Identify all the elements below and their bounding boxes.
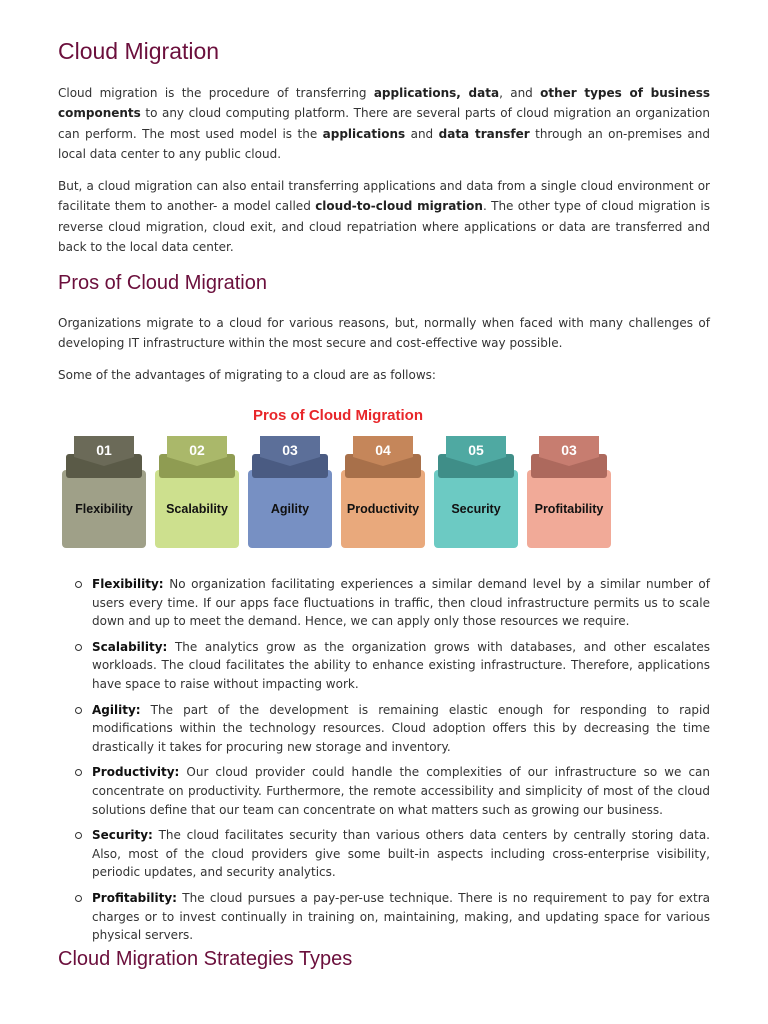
list-item-text: No organization facilitating experiences a similar demand level by a similar number of users every time. If our apps face fluctuations in traffic, then cloud infrastructure permits us to scale down and up to meet the demand. Hence, we can apply only those resources we require.	[92, 577, 710, 629]
circle-bullet-icon	[75, 832, 82, 839]
intro-paragraph-2	[58, 176, 710, 257]
list-item-text: The analytics grow as the organization grows with databases, and other escalates workloads. The cloud facilitates the ability to enhance existing infrastructure. Therefore, applications have space to raise without impacting work.	[92, 639, 710, 691]
text-run: to any cloud computing platform. There are several parts of cloud migration an organization can perform. The most used model is the	[58, 106, 710, 141]
infographic-card	[434, 436, 518, 548]
advantages-list	[58, 575, 710, 952]
card-number: 02	[189, 442, 205, 458]
text-run: through an on-premises and local data center to any public cloud.	[58, 126, 710, 161]
text-run: , and	[499, 86, 541, 100]
card-label: Scalability	[166, 502, 228, 516]
card-number: 03	[561, 442, 577, 458]
infographic-title: Pros of Cloud Migration	[253, 407, 423, 424]
infographic-card	[527, 436, 611, 548]
text-run: Cloud migration is the procedure of transferring	[58, 86, 374, 100]
list-item-term: Security:	[92, 828, 153, 843]
card-label: Security	[451, 502, 501, 516]
list-item-term: Agility:	[92, 702, 141, 717]
list-item	[58, 701, 710, 757]
circle-bullet-icon	[75, 895, 82, 902]
pros-infographic	[58, 402, 618, 552]
text-run: and	[405, 126, 439, 141]
infographic-card	[62, 436, 146, 548]
card-number: 03	[282, 442, 298, 458]
circle-bullet-icon	[75, 581, 82, 588]
list-item-term: Flexibility:	[92, 577, 164, 591]
list-item-text: The cloud pursues a pay-per-use technique. There is no requirement to pay for extra charges or to invest continually in training on, maintaining, making, and updating space for various physical servers.	[92, 890, 710, 943]
card-number: 01	[96, 442, 112, 458]
card-number: 05	[468, 442, 484, 458]
list-item-term: Scalability:	[92, 639, 168, 654]
list-item-term: Productivity:	[92, 765, 180, 780]
list-item-text: The cloud facilitates security than various others data centers by centrally storing data. Also, most of the cloud providers give some built-in aspects including cross-enterprise visibility, periodic updates, and security analytics.	[92, 828, 710, 880]
bold-run: applications, data	[373, 86, 500, 100]
pros-intro-paragraph: Organizations migrate to a cloud for various reasons, but, normally when faced with many challenges of developing IT infrastructure within the most secure and cost-effective way possible.	[58, 316, 710, 351]
circle-bullet-icon	[75, 769, 82, 776]
infographic-card	[248, 436, 332, 548]
card-label: Flexibility	[75, 502, 133, 516]
text-run: But, a cloud migration can also entail transferring applications and data from a single cloud environment or facilitate them to another- a model called	[58, 179, 710, 214]
page-title: Cloud Migration	[58, 38, 220, 64]
list-item-text: The part of the development is remaining elastic enough for responding to rapid modifications within the technology resources. Cloud adoption offers this by decreasing the time drastically it takes for procuring new storage and inventory.	[92, 702, 710, 754]
list-item	[58, 763, 710, 819]
list-item-text: Our cloud provider could handle the complexities of our infrastructure so we can concentrate on productivity. Furthermore, the remote accessibility and simplicity of most of the cloud solutions define that our team can concentrate on what matters such as growing our business.	[92, 765, 710, 817]
section-heading-pros: Pros of Cloud Migration	[58, 272, 267, 294]
infographic-card	[155, 436, 239, 548]
pros-lead-paragraph: Some of the advantages of migrating to a cloud are as follows:	[58, 368, 436, 382]
bold-run: applications	[322, 126, 406, 141]
infographic-card	[341, 436, 425, 548]
bold-run: data transfer	[438, 126, 530, 141]
text-run: . The other type of cloud migration is reverse cloud migration, cloud exit, and cloud repatriation where applications or data are transferred and back to the local data center.	[58, 199, 711, 254]
intro-paragraph-1	[58, 83, 710, 164]
section-heading-strategies: Cloud Migration Strategies Types	[58, 948, 353, 970]
list-item	[58, 826, 710, 882]
list-item	[58, 638, 710, 694]
card-label: Productivity	[346, 502, 420, 516]
list-item-term: Profitability:	[92, 890, 177, 905]
bold-run: other types of business components	[58, 86, 710, 121]
list-item	[58, 575, 710, 631]
circle-bullet-icon	[75, 644, 82, 651]
card-label: Profitability	[534, 502, 604, 516]
card-number: 04	[375, 442, 391, 458]
list-item	[58, 889, 710, 945]
bold-run: cloud-to-cloud migration	[315, 199, 483, 214]
card-label: Agility	[270, 502, 310, 516]
circle-bullet-icon	[75, 707, 82, 714]
